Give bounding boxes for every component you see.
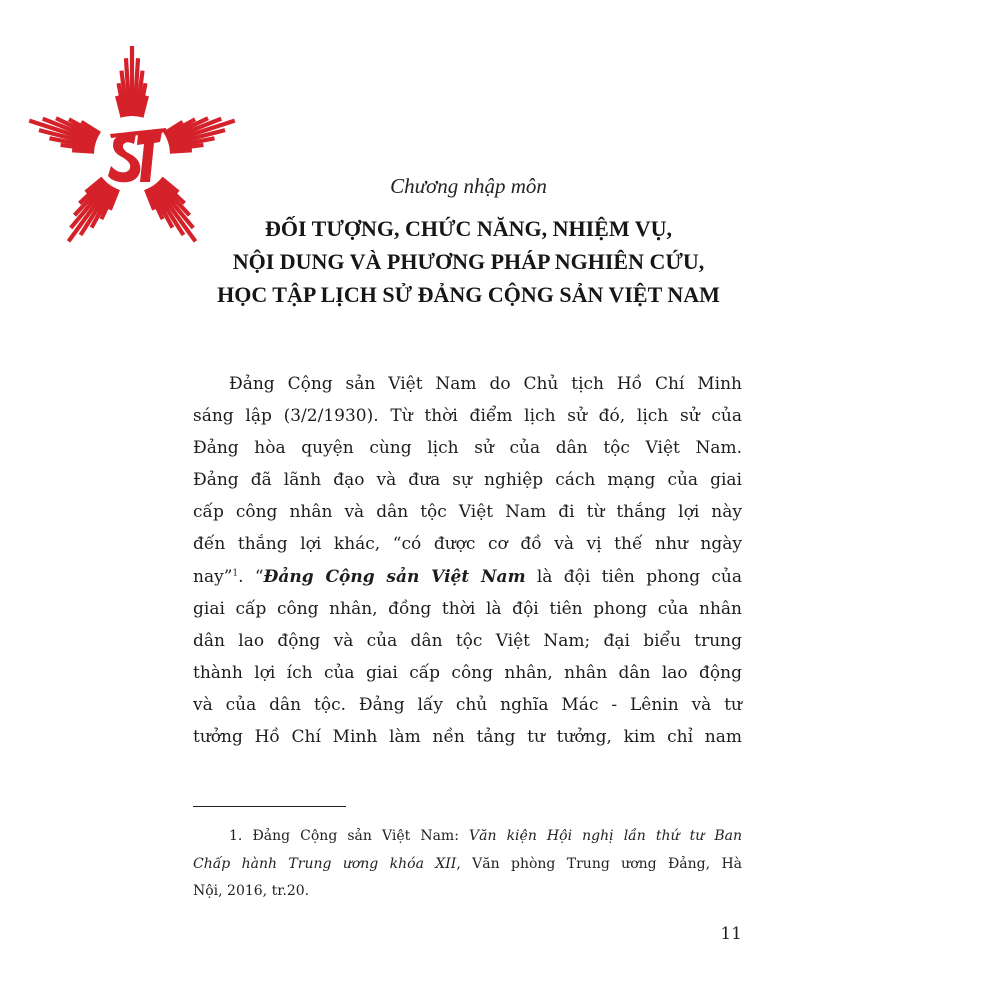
body-line: thành lợi ích của giai cấp công nhân, nhân dân lao động bbox=[193, 662, 742, 683]
footnote-divider bbox=[193, 806, 346, 807]
body-line: Đảng Cộng sản Việt Nam do Chủ tịch Hồ Chí Minh bbox=[229, 374, 742, 394]
emphasis-party-name: Đảng Cộng sản Việt Nam bbox=[263, 566, 526, 587]
body-text-run: là đội tiên phong của bbox=[525, 566, 742, 587]
chapter-title-line-1: ĐỐI TƯỢNG, CHỨC NĂNG, NHIỆM VỤ, bbox=[264, 216, 672, 241]
body-line: Đảng đã lãnh đạo và đưa sự nghiệp cách mạng của giai bbox=[193, 470, 742, 491]
footnote-text-run: , Văn phòng Trung ương Đảng, Hà bbox=[456, 855, 743, 872]
footnote-reference: 1 bbox=[232, 567, 239, 578]
body-line: giai cấp công nhân, đồng thời là đội tiên phong của nhân bbox=[193, 598, 742, 619]
logo-monogram bbox=[108, 128, 167, 182]
body-line bbox=[193, 561, 742, 593]
body-line: tưởng Hồ Chí Minh làm nền tảng tư tưởng, kim chỉ nam bbox=[193, 727, 742, 748]
body-line: đến thắng lợi khác, “có được cơ đồ và vị thế như ngày bbox=[193, 534, 742, 555]
body-text-run: . “ bbox=[238, 566, 264, 587]
body-line: và của dân tộc. Đảng lấy chủ nghĩa Mác - Lênin và tư bbox=[193, 694, 742, 715]
body-line: Đảng hòa quyện cùng lịch sử của dân tộc Việt Nam. bbox=[193, 438, 742, 459]
body-line: cấp công nhân và dân tộc Việt Nam đi từ thắng lợi này bbox=[193, 502, 742, 523]
footnote-line bbox=[193, 851, 742, 879]
footnote-line: Nội, 2016, tr.20. bbox=[193, 883, 310, 899]
body-paragraph bbox=[193, 368, 742, 753]
body-text-run: nay” bbox=[193, 566, 233, 587]
footnote-line bbox=[193, 823, 742, 851]
chapter-subtitle: Chương nhập môn bbox=[390, 174, 547, 198]
footnote-citation-title: Chấp hành Trung ương khóa XII bbox=[193, 855, 457, 872]
chapter-title bbox=[180, 212, 757, 311]
footnote-citation-title: Văn kiện Hội nghị lần thứ tư Ban bbox=[469, 828, 742, 844]
chapter-title-line-2: NỘI DUNG VÀ PHƯƠNG PHÁP NGHIÊN CỨU, bbox=[232, 249, 705, 274]
chapter-title-line-3: HỌC TẬP LỊCH SỬ ĐẢNG CỘNG SẢN VIỆT NAM bbox=[217, 282, 720, 307]
footnote-text-run: 1. Đảng Cộng sản Việt Nam: bbox=[229, 828, 470, 844]
body-line: sáng lập (3/2/1930). Từ thời điểm lịch sử đó, lịch sử của bbox=[193, 406, 742, 427]
page-number: 11 bbox=[720, 924, 742, 944]
star-ray bbox=[170, 150, 192, 151]
body-line: dân lao động và của dân tộc Việt Nam; đại biểu trung bbox=[193, 630, 742, 651]
footnote bbox=[193, 823, 742, 906]
